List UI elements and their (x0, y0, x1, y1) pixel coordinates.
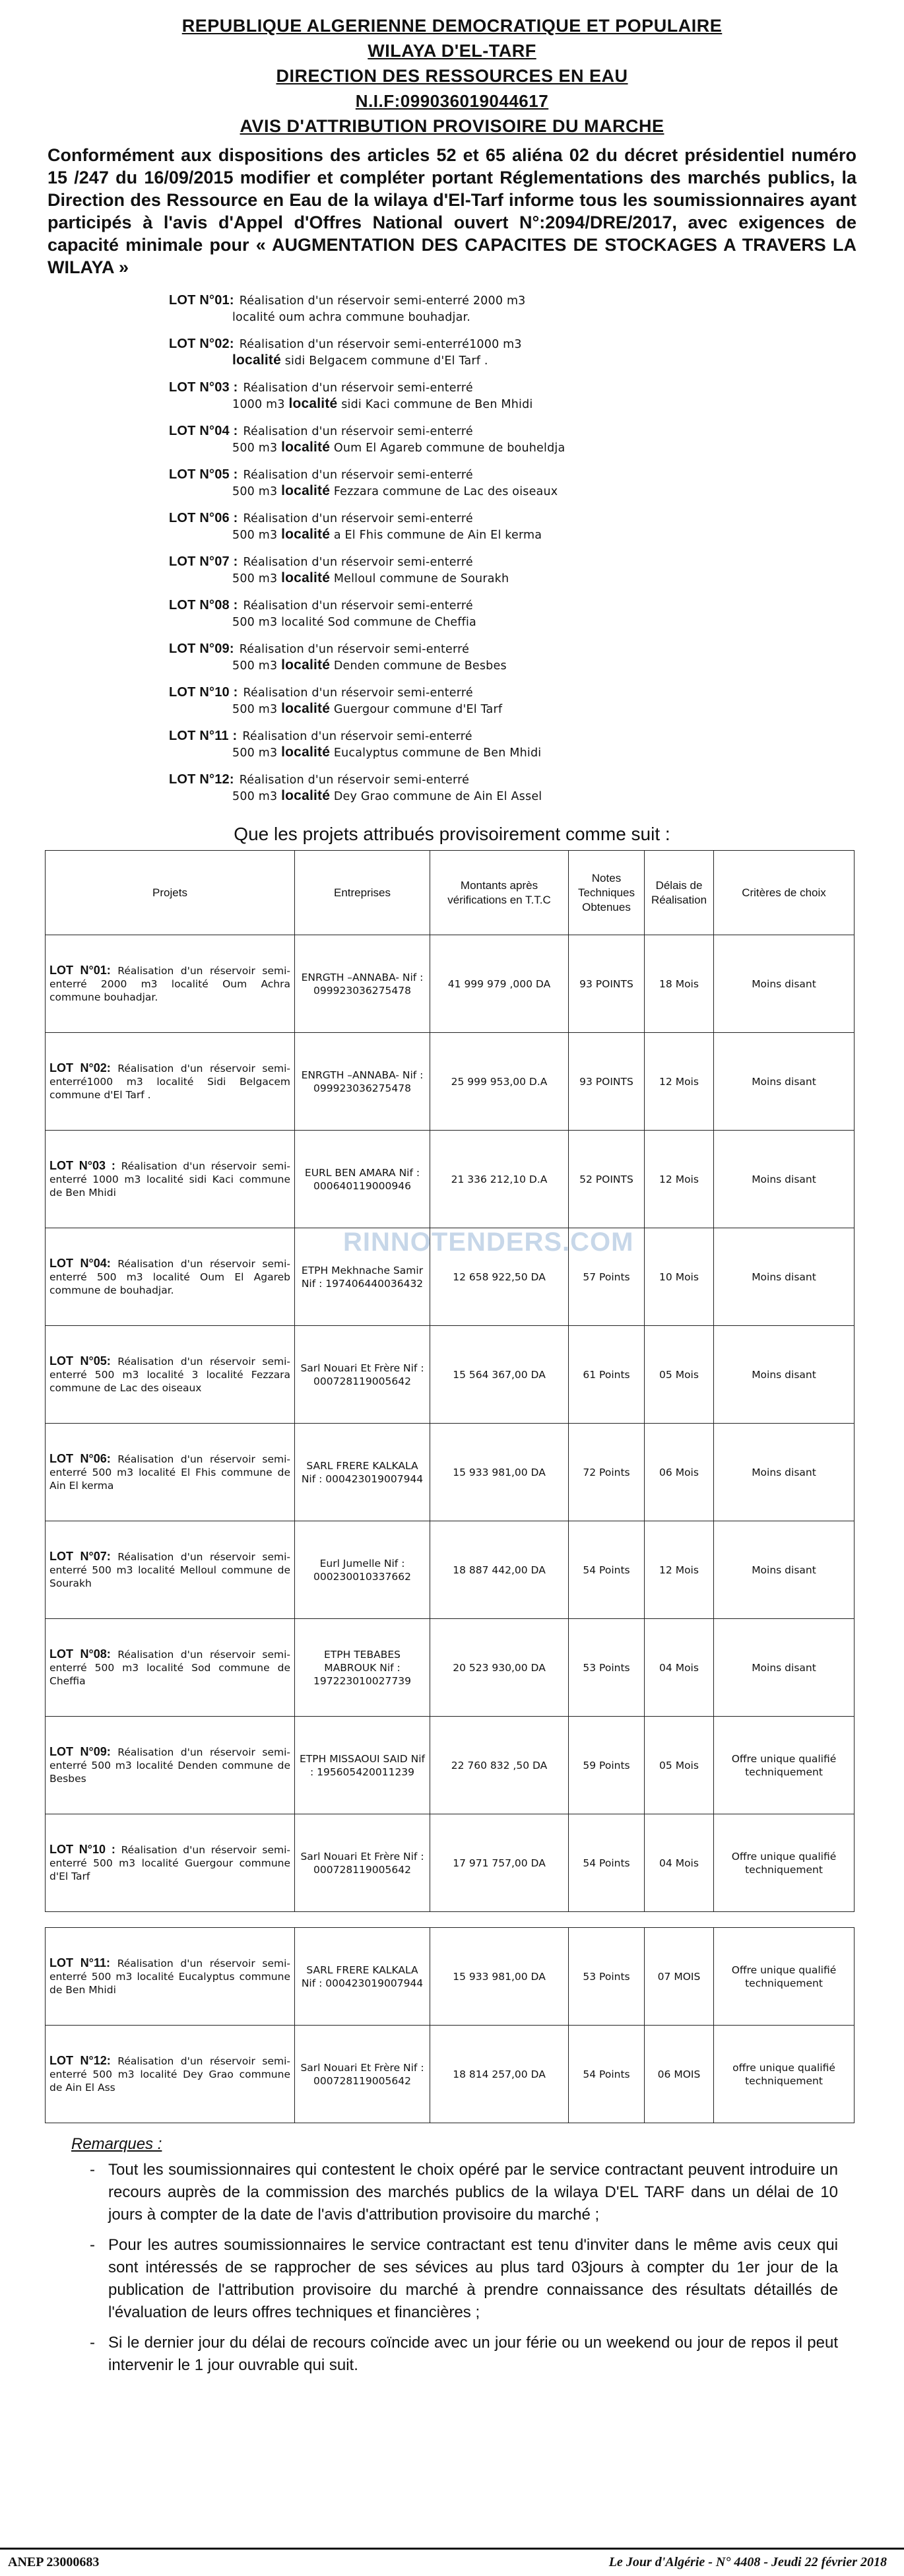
cell-projet (46, 1326, 295, 1424)
table-row (46, 1814, 855, 1912)
lot-line2b: Guergour commune d'El Tarf (333, 703, 503, 716)
notice-title: AVIS D'ATTRIBUTION PROVISOIRE DU MARCHE (240, 116, 664, 136)
header-delais: Délais de Réalisation (645, 851, 714, 935)
lot-line2a: 500 m3 (232, 572, 278, 585)
lots-list (40, 293, 864, 816)
lot-number: LOT N°03 : (169, 380, 238, 395)
projects-intro: Que les projets attribués provisoirement comme suit : (234, 824, 670, 844)
lot-number: LOT N°06 : (169, 511, 238, 525)
header-wilaya: WILAYA D'EL-TARF (368, 41, 536, 61)
lot-line2a: 500 m3 localité Sod commune de Cheffia (232, 616, 476, 629)
cell-entreprise: Sarl Nouari Et Frère Nif : 000728119005642 (295, 2026, 430, 2123)
header-montants: Montants après vérifications en T.T.C (430, 851, 569, 935)
lot-line2a: 500 m3 (232, 485, 278, 498)
lot-item (169, 424, 864, 467)
cell-projet (46, 1424, 295, 1521)
lot-item (169, 642, 864, 685)
cell-delai: 05 Mois (645, 1717, 714, 1814)
remarks-section (40, 2135, 864, 2377)
lot-localite: localité (232, 352, 281, 368)
lot-line1: Réalisation d'un réservoir semi-enterré (243, 512, 473, 525)
cell-projet-text: Réalisation d'un réservoir semi-enterré 500 m3 localité Denden commune de Besbes (49, 1746, 290, 1785)
cell-projet (46, 1521, 295, 1619)
lot-line2 (169, 440, 864, 456)
cell-projet (46, 1814, 295, 1912)
lot-number: LOT N°04 : (169, 424, 238, 438)
cell-delai: 07 MOIS (645, 1928, 714, 2026)
lot-localite: localité (281, 440, 331, 455)
lot-number: LOT N°10 : (169, 685, 238, 700)
lot-localite: localité (288, 396, 338, 411)
lot-line1: Réalisation d'un réservoir semi-enterré (243, 686, 473, 700)
cell-critere: Moins disant (714, 1326, 855, 1424)
lot-line2b: Dey Grao commune de Ain El Assel (333, 790, 542, 803)
cell-lot: LOT N°06: (49, 1452, 111, 1465)
cell-delai: 18 Mois (645, 935, 714, 1033)
lot-localite: localité (281, 570, 331, 585)
cell-lot: LOT N°10 : (49, 1843, 115, 1856)
header-criteres: Critères de choix (714, 851, 855, 935)
cell-entreprise: Sarl Nouari Et Frère Nif : 000728119005642 (295, 1814, 430, 1912)
lot-line2 (169, 701, 864, 717)
cell-projet-text: Réalisation d'un réservoir semi-enterré 500 m3 localité Melloul commune de Sourakh (49, 1551, 290, 1589)
cell-delai: 10 Mois (645, 1228, 714, 1326)
lot-line1: Réalisation d'un réservoir semi-enterré (243, 425, 473, 438)
cell-critere: Moins disant (714, 1131, 855, 1228)
attribution-table (45, 850, 855, 2123)
cell-notes: 53 Points (569, 1928, 645, 2026)
lot-number: LOT N°01: (169, 293, 234, 308)
cell-lot: LOT N°05: (49, 1354, 111, 1368)
cell-lot: LOT N°04: (49, 1257, 111, 1270)
lot-line2 (169, 744, 864, 761)
cell-critere: Offre unique qualifié techniquement (714, 1717, 855, 1814)
cell-entreprise: SARL FRERE KALKALA Nif : 000423019007944 (295, 1928, 430, 2026)
header-republic: REPUBLIQUE ALGERIENNE DEMOCRATIQUE ET POPULAIRE (181, 16, 723, 36)
table-row (46, 1131, 855, 1228)
cell-projet (46, 1033, 295, 1131)
header-entreprises: Entreprises (295, 851, 430, 935)
cell-notes: 54 Points (569, 1521, 645, 1619)
lot-line1: Réalisation d'un réservoir semi-enterré (243, 469, 473, 482)
cell-lot: LOT N°09: (49, 1745, 111, 1758)
table-row (46, 2026, 855, 2123)
lot-line2 (169, 352, 864, 369)
cell-critere: Moins disant (714, 935, 855, 1033)
lot-localite: localité (281, 527, 331, 542)
cell-critere: Moins disant (714, 1033, 855, 1131)
cell-delai: 04 Mois (645, 1814, 714, 1912)
cell-projet-text: Réalisation d'un réservoir semi-enterré 500 m3 localité 3 localité Fezzara commune de Lac des oiseaux (49, 1356, 290, 1394)
lot-localite: localité (281, 483, 331, 498)
lot-line1: Réalisation d'un réservoir semi-enterré (243, 599, 473, 612)
cell-notes: 72 Points (569, 1424, 645, 1521)
header-notes: Notes Techniques Obtenues (569, 851, 645, 935)
cell-notes: 93 POINTS (569, 935, 645, 1033)
page-footer (0, 2548, 904, 2576)
lot-item (169, 337, 864, 380)
lot-localite: localité (281, 744, 331, 760)
cell-lot: LOT N°02: (49, 1061, 111, 1074)
lot-line2a: localité oum achra commune bouhadjar. (232, 311, 471, 324)
cell-critere: Offre unique qualifié techniquement (714, 1814, 855, 1912)
lot-item (169, 380, 864, 424)
cell-montant: 17 971 757,00 DA (430, 1814, 569, 1912)
lot-line2 (169, 657, 864, 674)
remark-item: - Si le dernier jour du délai de recours coïncide avec un jour férie ou un weekend ou jour de repos il peut intervenir le 1 jour ouvrable qui suit. (108, 2332, 838, 2377)
lot-line2a: 500 m3 (232, 659, 278, 673)
header-direction: DIRECTION DES RESSOURCES EN EAU (276, 66, 628, 86)
cell-entreprise: Eurl Jumelle Nif : 000230010337662 (295, 1521, 430, 1619)
cell-montant: 15 933 981,00 DA (430, 1424, 569, 1521)
cell-projet-text: Réalisation d'un réservoir semi-enterré1000 m3 localité Sidi Belgacem commune d'El Tarf . (49, 1063, 290, 1101)
cell-delai: 04 Mois (645, 1619, 714, 1717)
lot-number: LOT N°09: (169, 642, 234, 656)
cell-projet-text: Réalisation d'un réservoir semi-enterré 500 m3 localité Dey Grao commune de Ain El Ass (49, 2055, 290, 2094)
header-projets: Projets (46, 851, 295, 935)
cell-notes: 59 Points (569, 1717, 645, 1814)
lot-line2b: a El Fhis commune de Ain El kerma (333, 529, 542, 542)
cell-delai: 06 MOIS (645, 2026, 714, 2123)
cell-critere: Moins disant (714, 1521, 855, 1619)
remarks-title: Remarques : (71, 2135, 162, 2153)
cell-notes: 54 Points (569, 1814, 645, 1912)
table-row (46, 1424, 855, 1521)
intro-paragraph: Conformément aux dispositions des articles 52 et 65 aliéna 02 du décret présidentiel numéro 15 /247 du 16/09/2015 modifier et compléter portant Réglementations des marchés publics, la Direction des Ressource en Eau de la wilaya d'El-Tarf informe tous les soumissionnaires ayant participés à l'avis d'Appel d'Offres National ouvert N°:2094/DRE/2017, avec exigences de capacité minimale pour « AUGMENTATION DES CAPACITES DE STOCKAGES A TRAVERS LA WILAYA » (48, 145, 856, 277)
cell-projet (46, 1928, 295, 2026)
cell-notes: 52 POINTS (569, 1131, 645, 1228)
cell-critere: Moins disant (714, 1619, 855, 1717)
cell-lot: LOT N°12: (49, 2054, 111, 2067)
cell-montant: 25 999 953,00 D.A (430, 1033, 569, 1131)
cell-notes: 61 Points (569, 1326, 645, 1424)
cell-projet (46, 935, 295, 1033)
lot-number: LOT N°08 : (169, 598, 238, 612)
table-gap (46, 1912, 855, 1928)
lot-number: LOT N°07 : (169, 554, 238, 569)
gap-cell (46, 1912, 855, 1928)
lot-line2a: 1000 m3 (232, 398, 285, 411)
cell-delai: 12 Mois (645, 1131, 714, 1228)
lot-line1: Réalisation d'un réservoir semi-enterré (243, 381, 473, 395)
cell-projet (46, 1717, 295, 1814)
remarks-list (71, 2159, 864, 2377)
table-row (46, 1326, 855, 1424)
lot-item (169, 511, 864, 554)
cell-montant: 21 336 212,10 D.A (430, 1131, 569, 1228)
cell-projet-text: Réalisation d'un réservoir semi-enterré 500 m3 localité Guergour commune d'El Tarf (49, 1844, 290, 1882)
cell-montant: 22 760 832 ,50 DA (430, 1717, 569, 1814)
watermark: RINNOTENDERS.COM (343, 1228, 634, 1257)
cell-entreprise: ENRGTH –ANNABA- Nif : 099923036275478 (295, 1033, 430, 1131)
cell-projet-text: Réalisation d'un réservoir semi-enterré 500 m3 localité Eucalyptus commune de Ben Mhidi (49, 1958, 290, 1996)
cell-delai: 05 Mois (645, 1326, 714, 1424)
lot-item (169, 598, 864, 642)
cell-montant: 12 658 922,50 DA (430, 1228, 569, 1326)
lot-line2 (169, 788, 864, 805)
table-header-row (46, 851, 855, 935)
cell-delai: 12 Mois (645, 1033, 714, 1131)
cell-projet-text: Réalisation d'un réservoir semi-enterré 500 m3 localité El Fhis commune de Ain El kerma (49, 1453, 290, 1492)
lot-line2 (169, 614, 864, 630)
cell-montant: 15 564 367,00 DA (430, 1326, 569, 1424)
cell-entreprise: ETPH Mekhnache Samir Nif : 197406440036432 (295, 1228, 430, 1326)
table-row (46, 1928, 855, 2026)
lot-localite: localité (281, 788, 331, 803)
lot-line2a: 500 m3 (232, 529, 278, 542)
lot-line1: Réalisation d'un réservoir semi-enterré1000 m3 (239, 338, 522, 351)
cell-delai: 06 Mois (645, 1424, 714, 1521)
lot-line2b: Denden commune de Besbes (333, 659, 507, 673)
lot-line1: Réalisation d'un réservoir semi-enterré (239, 774, 470, 787)
lot-line2b: Eucalyptus commune de Ben Mhidi (333, 746, 542, 760)
lot-line2a: 500 m3 (232, 790, 278, 803)
footer-anep: ANEP 23000683 (8, 2555, 100, 2569)
lot-item (169, 554, 864, 598)
cell-lot: LOT N°08: (49, 1647, 111, 1661)
lot-line2b: Fezzara commune de Lac des oiseaux (333, 485, 558, 498)
cell-entreprise: Sarl Nouari Et Frère Nif : 000728119005642 (295, 1326, 430, 1424)
table-row (46, 1033, 855, 1131)
lot-number: LOT N°12: (169, 772, 234, 787)
cell-montant: 20 523 930,00 DA (430, 1619, 569, 1717)
lot-line2 (169, 396, 864, 413)
lot-line2a: 500 m3 (232, 442, 278, 455)
cell-projet (46, 1619, 295, 1717)
footer-newspaper: Le Jour d'Algérie - N° 4408 - Jeudi 22 février 2018 (608, 2555, 887, 2569)
notice-header (40, 13, 864, 139)
lot-line1: Réalisation d'un réservoir semi-enterré (242, 730, 472, 743)
cell-critere: Moins disant (714, 1424, 855, 1521)
cell-lot: LOT N°07: (49, 1550, 111, 1563)
cell-entreprise: ETPH MISSAOUI SAID Nif : 195605420011239 (295, 1717, 430, 1814)
lot-localite: localité (281, 701, 331, 716)
cell-critere: Offre unique qualifié techniquement (714, 1928, 855, 2026)
lot-line2 (169, 527, 864, 543)
table-row (46, 1521, 855, 1619)
cell-projet (46, 2026, 295, 2123)
cell-lot: LOT N°11: (49, 1956, 110, 1969)
table-row (46, 1619, 855, 1717)
lot-number: LOT N°02: (169, 337, 234, 351)
cell-notes: 93 POINTS (569, 1033, 645, 1131)
lot-line2 (169, 309, 864, 325)
lot-item (169, 467, 864, 511)
lot-line2a: 500 m3 (232, 746, 278, 760)
cell-lot: LOT N°03 : (49, 1159, 115, 1172)
cell-lot: LOT N°01: (49, 964, 111, 977)
lot-localite: localité (281, 657, 331, 673)
table-row (46, 935, 855, 1033)
lot-line2 (169, 483, 864, 500)
cell-projet-text: Réalisation d'un réservoir semi-enterré 1000 m3 localité sidi Kaci commune de Ben Mhidi (49, 1160, 290, 1199)
cell-montant: 15 933 981,00 DA (430, 1928, 569, 2026)
cell-entreprise: ENRGTH –ANNABA- Nif : 099923036275478 (295, 935, 430, 1033)
header-nif: N.I.F:099036019044617 (355, 91, 549, 111)
cell-entreprise: EURL BEN AMARA Nif : 000640119000946 (295, 1131, 430, 1228)
remark-item: - Tout les soumissionnaires qui contestent le choix opéré par le service contractant peuvent introduire un recours auprès de la commission des marchés publics de la wilaya D'EL TARF dans un délai de 10 jours à compter de la date de l'avis d'attribution provisoire du marché ; (108, 2159, 838, 2226)
cell-notes: 54 Points (569, 2026, 645, 2123)
lot-line2 (169, 570, 864, 587)
lot-item (169, 772, 864, 816)
cell-entreprise: SARL FRERE KALKALA Nif : 000423019007944 (295, 1424, 430, 1521)
lot-line2b: Oum El Agareb commune de bouheldja (333, 442, 565, 455)
table-body (46, 935, 855, 2123)
cell-entreprise: ETPH TEBABES MABROUK Nif : 197223010027739 (295, 1619, 430, 1717)
lot-item (169, 729, 864, 772)
lot-line1: Réalisation d'un réservoir semi-enterré 2000 m3 (239, 294, 526, 308)
lot-number: LOT N°11 : (169, 729, 238, 743)
lot-line1: Réalisation d'un réservoir semi-enterré (239, 643, 470, 656)
lot-line2b: sidi Belgacem commune d'El Tarf . (284, 354, 488, 368)
lot-item (169, 293, 864, 337)
lot-number: LOT N°05 : (169, 467, 238, 482)
cell-critere: Moins disant (714, 1228, 855, 1326)
lot-item (169, 685, 864, 729)
cell-montant: 18 814 257,00 DA (430, 2026, 569, 2123)
lot-line1: Réalisation d'un réservoir semi-enterré (243, 556, 473, 569)
cell-critere: offre unique qualifié techniquement (714, 2026, 855, 2123)
cell-montant: 41 999 979 ,000 DA (430, 935, 569, 1033)
cell-delai: 12 Mois (645, 1521, 714, 1619)
lot-line2a: 500 m3 (232, 703, 278, 716)
cell-projet-text: Réalisation d'un réservoir semi-enterré 500 m3 localité Oum El Agareb commune de bouhadjar. (49, 1258, 290, 1296)
remark-item: - Pour les autres soumissionnaires le service contractant est tenu d'inviter dans le même avis ceux qui sont intéressés de se rapprocher de ses sévices au plus tard 03jours à compter du 1er jour de la publication de l'attribution provisoire du marché à prendre connaissance des résultats détaillés de l'évaluation de leurs offres techniques et financières ; (108, 2234, 838, 2324)
table-row (46, 1717, 855, 1814)
cell-projet (46, 1228, 295, 1326)
lot-line2b: Melloul commune de Sourakh (333, 572, 509, 585)
cell-projet-text: Réalisation d'un réservoir semi-enterré 500 m3 localité Sod commune de Cheffia (49, 1649, 290, 1687)
lot-line2b: sidi Kaci commune de Ben Mhidi (341, 398, 533, 411)
cell-notes: 53 Points (569, 1619, 645, 1717)
cell-montant: 18 887 442,00 DA (430, 1521, 569, 1619)
cell-projet (46, 1131, 295, 1228)
cell-notes: 57 Points (569, 1228, 645, 1326)
cell-projet-text: Réalisation d'un réservoir semi-enterré 2000 m3 localité Oum Achra commune bouhadjar. (49, 965, 290, 1003)
